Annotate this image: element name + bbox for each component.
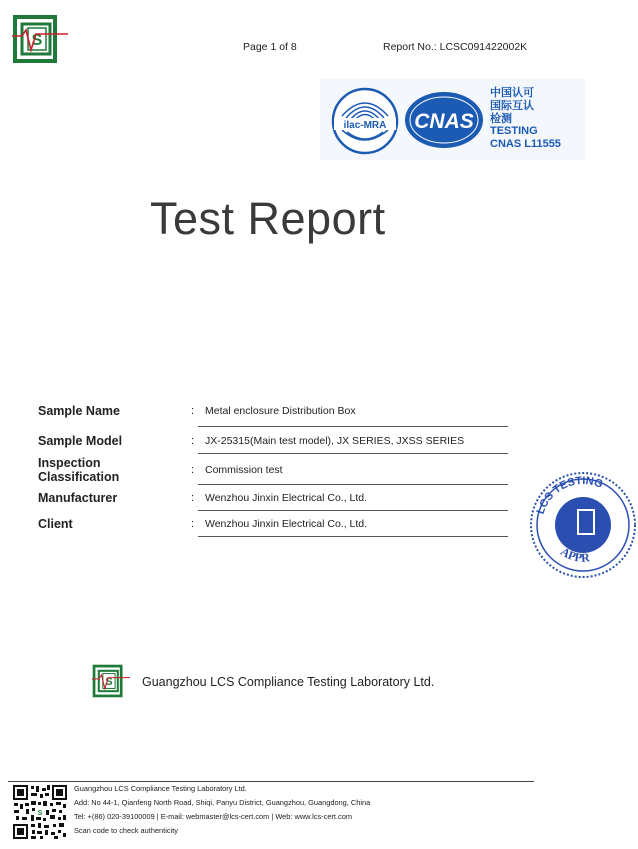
inspection-label-line-1: Inspection — [38, 456, 101, 470]
lcs-logo-small-icon — [92, 664, 130, 698]
lab-name: Guangzhou LCS Compliance Testing Laboratory Ltd. — [142, 675, 435, 689]
cnas-text: CNAS — [414, 110, 474, 133]
manufacturer-label: Manufacturer — [38, 491, 118, 505]
colon: : — [191, 405, 195, 417]
colon: : — [191, 518, 195, 530]
divider — [198, 484, 508, 485]
cnas-number: CNAS L11555 — [490, 138, 561, 150]
client-value: Wenzhou Jinxin Electrical Co., Ltd. — [205, 518, 368, 530]
sample-model-label: Sample Model — [38, 434, 123, 448]
cn-line-1: 中国认可 — [490, 86, 534, 99]
document-title: Test Report — [150, 193, 386, 244]
page-number: Page 1 of 8 — [243, 41, 297, 53]
footer-address: Add: No 44-1, Qianfeng North Road, Shiqi, Panyu District, Guangzhou, Guangdong, China — [74, 798, 371, 807]
svg-text:S: S — [105, 676, 113, 689]
inspection-value: Commission test — [205, 464, 283, 476]
testing-text: TESTING — [490, 125, 538, 137]
colon: : — [191, 435, 195, 447]
ilac-text: ilac-MRA — [343, 120, 387, 131]
approval-stamp-icon — [528, 470, 638, 580]
stamp-bottom-text: APPR — [558, 544, 591, 565]
accreditation-text — [490, 86, 561, 151]
divider — [198, 510, 508, 511]
colon: : — [191, 464, 195, 476]
footer-contact: Tel: +(86) 020-39100009 | E-mail: webmaster@lcs-cert.com | Web: www.lcs-cert.com — [74, 812, 352, 821]
divider — [198, 453, 508, 454]
cnas-logo-icon — [403, 90, 485, 150]
cn-line-2: 国际互认 — [490, 99, 534, 112]
cn-line-3: 检测 — [490, 112, 512, 125]
divider — [198, 536, 508, 537]
sample-name-label: Sample Name — [38, 404, 120, 418]
svg-text:S: S — [31, 32, 43, 49]
sample-name-value: Metal enclosure Distribution Box — [205, 405, 356, 417]
inspection-label — [38, 456, 119, 484]
colon: : — [191, 492, 195, 504]
footer-scan-note: Scan code to check authenticity — [74, 826, 178, 835]
footer-company: Guangzhou LCS Compliance Testing Laboratory Ltd. — [74, 784, 247, 793]
lcs-logo-icon — [12, 14, 68, 64]
sample-model-value: JX-25315(Main test model), JX SERIES, JXSS SERIES — [205, 435, 465, 447]
inspection-label-line-2: Classification — [38, 470, 120, 484]
ilac-mra-logo-icon — [330, 86, 400, 156]
stamp-top-text: LCS TESTING — [534, 474, 605, 516]
svg-text:S: S — [37, 810, 43, 817]
footer-divider — [8, 781, 534, 782]
report-number: Report No.: LCSC091422002K — [383, 41, 528, 53]
divider — [198, 426, 508, 427]
manufacturer-value: Wenzhou Jinxin Electrical Co., Ltd. — [205, 492, 368, 504]
qr-code-icon[interactable] — [12, 784, 68, 840]
client-label: Client — [38, 517, 73, 531]
